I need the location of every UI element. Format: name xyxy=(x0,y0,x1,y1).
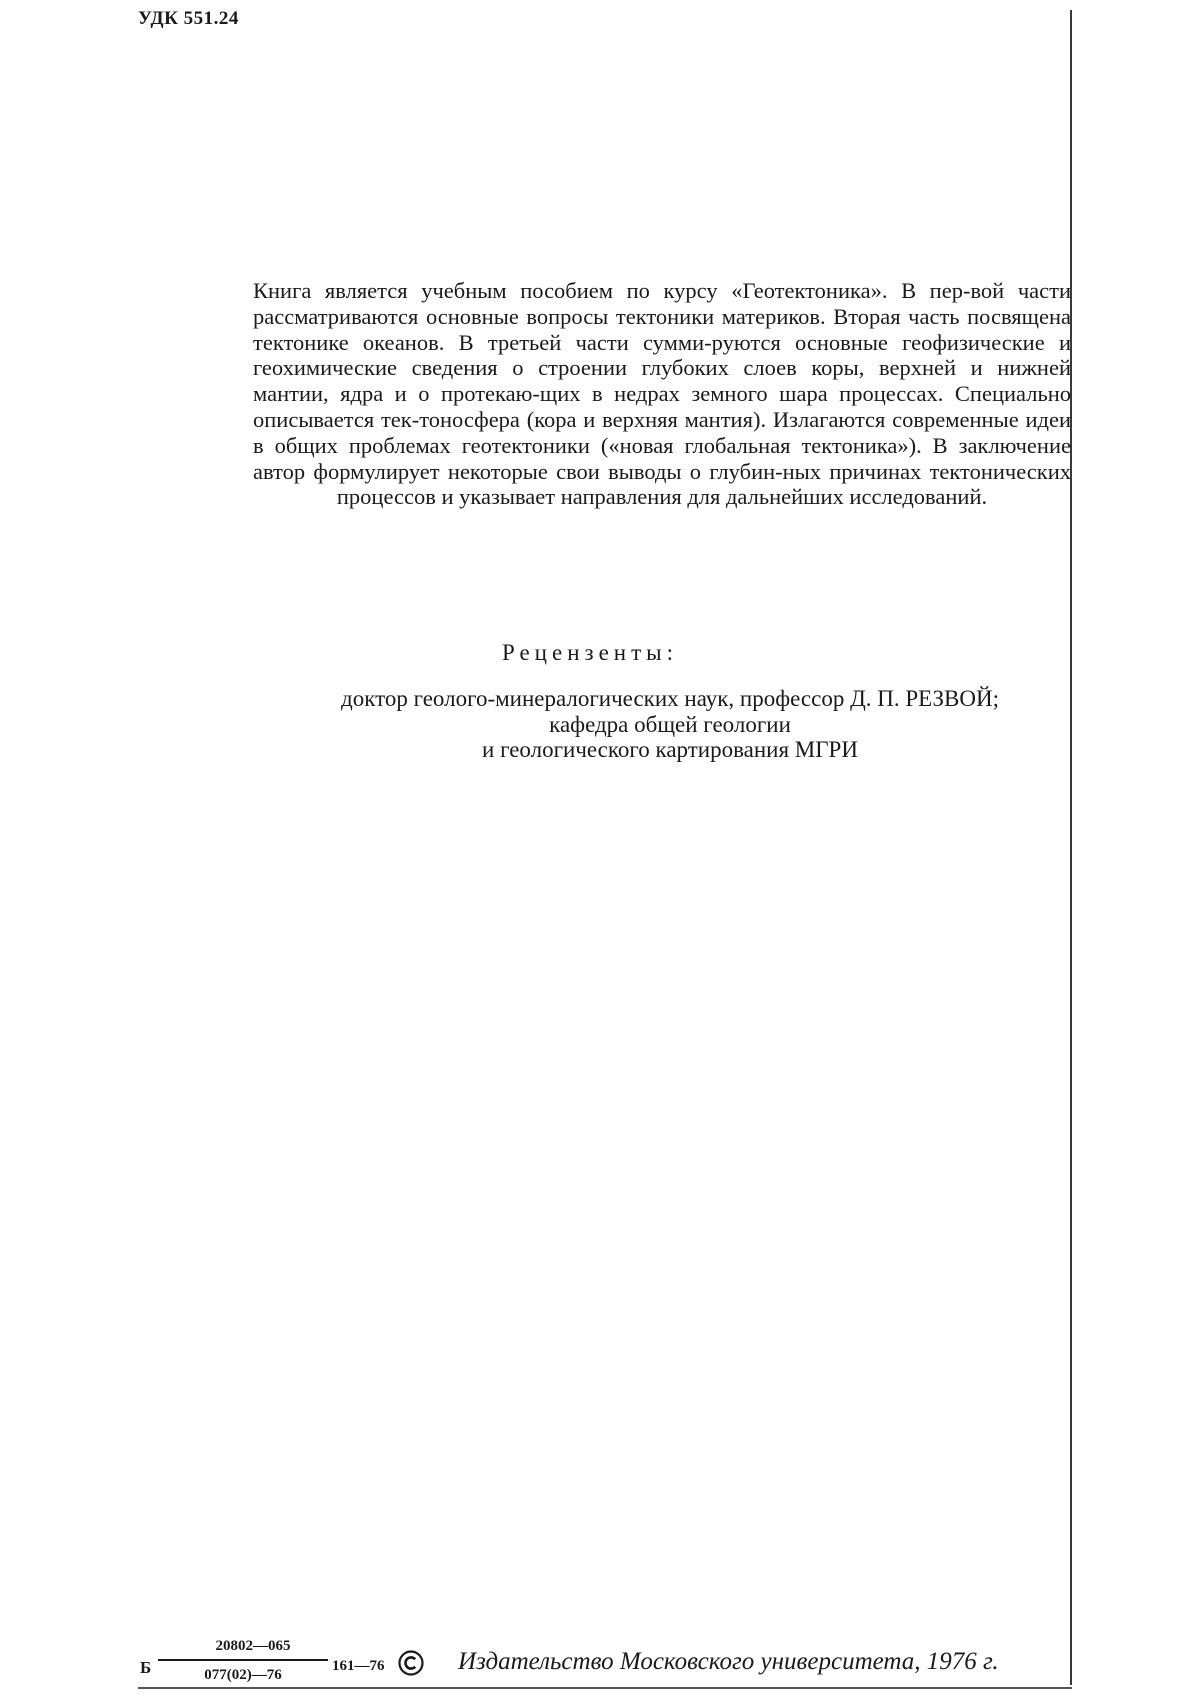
udk-code: УДК 551.24 xyxy=(138,8,239,29)
abstract-paragraph: Книга является учебным пособием по курсу «Геотектоника». В пер-вой части рассматриваются основные вопросы тектоники материков. Вторая часть посвящена тектонике океанов. В третьей части сумми-руются основные геофизические и геохимические сведения о строении глубоких слоев коры, верхней и нижней мантии, ядра и о протекаю-щих в недрах земного шара процессах. Специально описывается тек-тоносфера (кора и верхняя мантия). Излагаются современные идеи в общих проблемах геотектоники («новая глобальная тектоника»). В заключение автор формулирует некоторые свои выводы о глубин-ных причинах тектонических процессов и указывает направления для дальнейших исследований. xyxy=(253,278,1071,510)
imprint-footer xyxy=(140,1634,1060,1692)
fraction-bar xyxy=(158,1659,328,1661)
publisher-line: Издательство Московского университета, 1976 г. xyxy=(458,1648,999,1675)
reviewer-line: доктор геолого-минералогических наук, профессор Д. П. РЕЗВОЙ; xyxy=(341,686,999,711)
imprint-code: 161—76 xyxy=(332,1658,385,1674)
imprint-denominator: 077(02)—76 xyxy=(204,1666,282,1683)
reviewers-heading: Рецензенты: xyxy=(501,640,679,665)
reviewer-line: и геологического картирования МГРИ xyxy=(482,737,858,762)
bottom-margin-rule xyxy=(138,1687,1072,1689)
right-margin-rule xyxy=(1070,10,1072,1685)
reviewers-list xyxy=(255,686,1085,763)
imprint-fraction xyxy=(158,1638,328,1684)
imprint-prefix: Б xyxy=(140,1658,152,1677)
reviewer-line: кафедра общей геологии xyxy=(549,711,791,737)
imprint-numerator: 20802—065 xyxy=(215,1638,291,1654)
copyright-icon xyxy=(398,1650,424,1676)
